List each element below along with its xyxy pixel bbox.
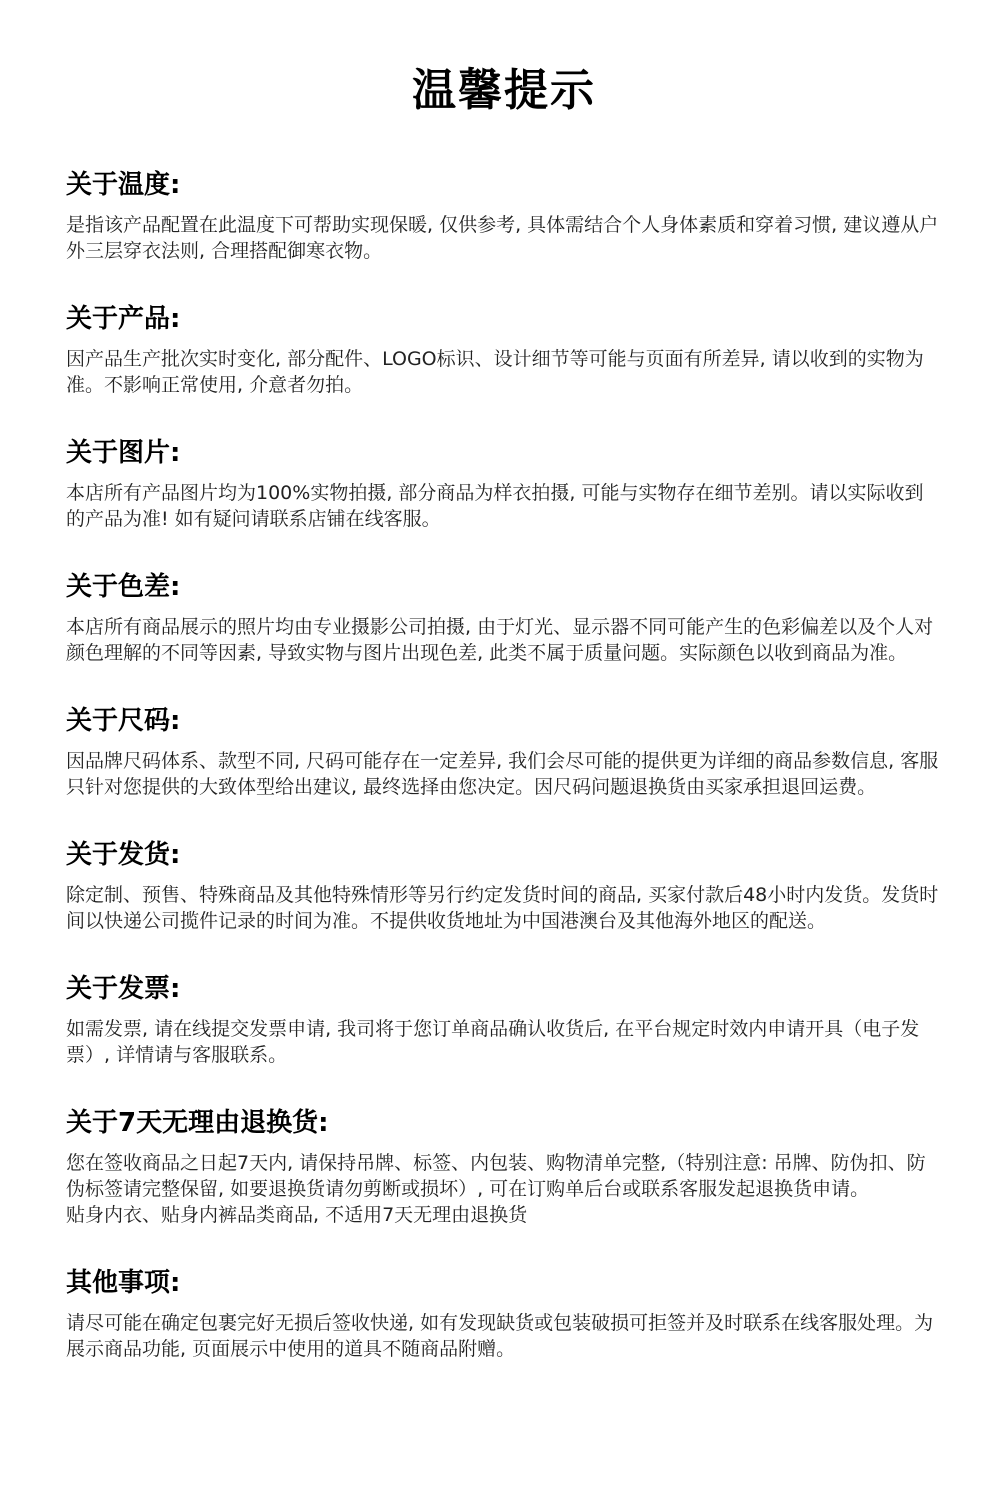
section-heading: 关于色差: [66, 572, 181, 602]
section-product [66, 302, 942, 398]
section-heading: 关于产品: [66, 304, 181, 334]
section-body [66, 614, 942, 666]
section-paragraph: 因品牌尺码体系、款型不同, 尺码可能存在一定差异, 我们会尽可能的提供更为详细的商品参数信息, 客服只针对您提供的大致体型给出建议, 最终选择由您决定。因尺码问题退换货由买家承担退回运费。 [66, 750, 939, 798]
section-paragraph: 如需发票, 请在线提交发票申请, 我司将于您订单商品确认收货后, 在平台规定时效内申请开具（电子发票）, 详情请与客服联系。 [66, 1018, 920, 1066]
section-paragraph: 因产品生产批次实时变化, 部分配件、LOGO标识、设计细节等可能与页面有所差异, 请以收到的实物为准。不影响正常使用, 介意者勿拍。 [66, 348, 924, 396]
section-returns [66, 1106, 942, 1228]
notice-sections [66, 168, 942, 1362]
section-heading: 关于图片: [66, 438, 181, 468]
section-body [66, 346, 942, 398]
section-body [66, 748, 942, 800]
section-color-difference [66, 570, 942, 666]
section-body [66, 1016, 942, 1068]
section-paragraph: 除定制、预售、特殊商品及其他特殊情形等另行约定发货时间的商品, 买家付款后48小时内发货。发货时间以快递公司揽件记录的时间为准。不提供收货地址为中国港澳台及其他海外地区的配送。 [66, 884, 939, 932]
section-body [66, 212, 942, 264]
section-heading: 关于发货: [66, 840, 181, 870]
section-images [66, 436, 942, 532]
section-body [66, 882, 942, 934]
section-paragraph: 本店所有产品图片均为100%实物拍摄, 部分商品为样衣拍摄, 可能与实物存在细节差别。请以实际收到的产品为准! 如有疑问请联系店铺在线客服。 [66, 482, 924, 530]
section-other [66, 1266, 942, 1362]
section-body [66, 1150, 942, 1228]
page-title: 温馨提示 [412, 65, 596, 116]
section-size [66, 704, 942, 800]
section-paragraph: 本店所有商品展示的照片均由专业摄影公司拍摄, 由于灯光、显示器不同可能产生的色彩偏差以及个人对颜色理解的不同等因素, 导致实物与图片出现色差, 此类不属于质量问题。实际颜色以收到商品为准。 [66, 616, 934, 664]
section-paragraph: 您在签收商品之日起7天内, 请保持吊牌、标签、内包装、购物清单完整,（特别注意: 吊牌、防伪扣、防伪标签请完整保留, 如要退换货请勿剪断或损坏）, 可在订购单后台或联系客服发起退换货申请。 [66, 1152, 926, 1200]
section-shipping [66, 838, 942, 934]
section-paragraph: 是指该产品配置在此温度下可帮助实现保暖, 仅供参考, 具体需结合个人身体素质和穿着习惯, 建议遵从户外三层穿衣法则, 合理搭配御寒衣物。 [66, 214, 939, 262]
section-body [66, 480, 942, 532]
section-heading: 关于发票: [66, 974, 181, 1004]
section-paragraph: 贴身内衣、贴身内裤品类商品, 不适用7天无理由退换货 [66, 1204, 528, 1226]
section-temperature [66, 168, 942, 264]
section-paragraph: 请尽可能在确定包裹完好无损后签收快递, 如有发现缺货或包装破损可拒签并及时联系在线客服处理。为展示商品功能, 页面展示中使用的道具不随商品附赠。 [66, 1312, 934, 1360]
section-invoice [66, 972, 942, 1068]
section-body [66, 1310, 942, 1362]
section-heading: 关于7天无理由退换货: [66, 1108, 329, 1138]
section-heading: 其他事项: [66, 1268, 181, 1298]
section-heading: 关于温度: [66, 170, 181, 200]
section-heading: 关于尺码: [66, 706, 181, 736]
